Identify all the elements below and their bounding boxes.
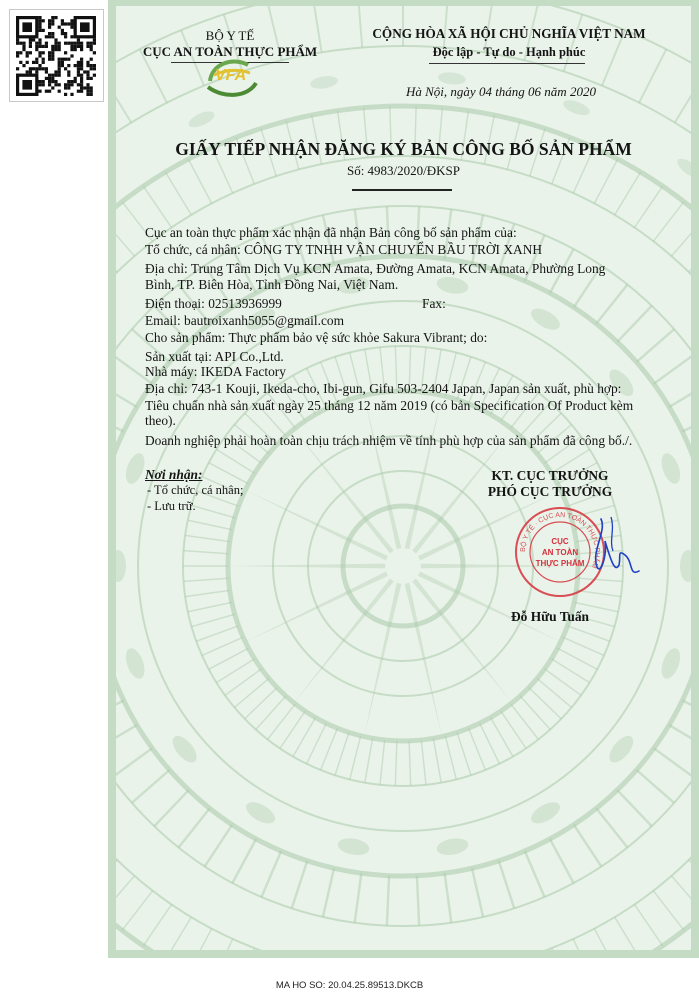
signatory-title-1: KT. CỤC TRƯỞNG xyxy=(491,468,609,483)
vfa-logo xyxy=(204,53,260,103)
fax-line: Fax: xyxy=(422,296,446,311)
dossier-code: MA HO SO: 20.04.25.89513.DKCB xyxy=(275,980,424,991)
factory-address-line: Địa chỉ: 743-1 Kouji, Ikeda-cho, Ibi-gun, Gifu 503-2404 Japan, Japan sản xuất, phù hợp: xyxy=(145,381,622,396)
responsibility-line: Doanh nghiệp phải hoàn toàn chịu trách nhiệm về tính phù hợp của sản phẩm đã công bố./. xyxy=(145,433,633,448)
qr-code-image xyxy=(16,16,96,96)
certificate-paper xyxy=(116,6,691,950)
seal-center-line-1: CỤC xyxy=(551,537,569,546)
factory-line: Nhà máy: IKEDA Factory xyxy=(145,364,286,379)
issue-date: Hà Nội, ngày 04 tháng 06 năm 2020 xyxy=(406,84,596,99)
handwritten-signature xyxy=(581,511,651,587)
title-underline xyxy=(352,189,452,191)
seal-center-line-2: AN TOÀN xyxy=(541,548,579,557)
address-line-1: Địa chỉ: Trung Tâm Dịch Vụ KCN Amata, Đường Amata, KCN Amata, Phường Long xyxy=(145,261,606,276)
product-line: Cho sản phẩm: Thực phẩm bảo vệ sức khỏe Sakura Vibrant; do: xyxy=(145,330,488,345)
standard-line-2: theo). xyxy=(145,413,176,428)
header-underline-right xyxy=(429,63,585,64)
vfa-logo-text: VFA xyxy=(215,67,247,84)
recipient-item: - Tổ chức, cá nhân; xyxy=(147,483,244,497)
republic-title: CỘNG HÒA XÃ HỘI CHỦ NGHĨA VIỆT NAM xyxy=(372,26,646,41)
qr-code xyxy=(9,9,104,102)
phone-line: Điện thoại: 02513936999 xyxy=(145,296,282,311)
recipient-item: - Lưu trữ. xyxy=(147,499,196,513)
recipients-heading: Nơi nhận: xyxy=(145,467,203,482)
email-line: Email: bautroixanh5055@gmail.com xyxy=(145,313,345,328)
seal-ring-text: BỘ Y TẾ · CỤC AN TOÀN THỰC PHẨM xyxy=(519,511,601,570)
document-number: Số: 4983/2020/ĐKSP xyxy=(346,163,461,178)
maker-line: Sản xuất tại: API Co.,Ltd. xyxy=(145,349,284,364)
standard-line-1: Tiêu chuẩn nhà sản xuất ngày 25 tháng 12 năm 2019 (có bản Specification Of Product kèm xyxy=(145,398,634,413)
seal-center-line-3: THỰC PHẨM xyxy=(535,559,585,568)
address-line-2: Bình, TP. Biên Hòa, Tỉnh Đồng Nai, Việt Nam. xyxy=(145,277,399,292)
organization-line: Tổ chức, cá nhân: CÔNG TY TNHH VẬN CHUYỂN BẦU TRỜI XANH xyxy=(145,242,543,257)
intro-text: Cục an toàn thực phẩm xác nhận đã nhận Bản công bố sản phẩm của: xyxy=(145,225,517,240)
signatory-name: Đỗ Hữu Tuấn xyxy=(510,609,589,624)
agency-name: CỤC AN TOÀN THỰC PHẨM xyxy=(142,44,318,59)
certificate-frame xyxy=(108,0,699,958)
national-motto: Độc lập - Tự do - Hạnh phúc xyxy=(432,45,586,59)
document-title: GIẤY TIẾP NHẬN ĐĂNG KÝ BẢN CÔNG BỐ SẢN PHẨM xyxy=(175,139,632,159)
ministry-name: BỘ Y TẾ xyxy=(205,28,255,43)
signatory-title-2: PHÓ CỤC TRƯỞNG xyxy=(487,484,613,499)
